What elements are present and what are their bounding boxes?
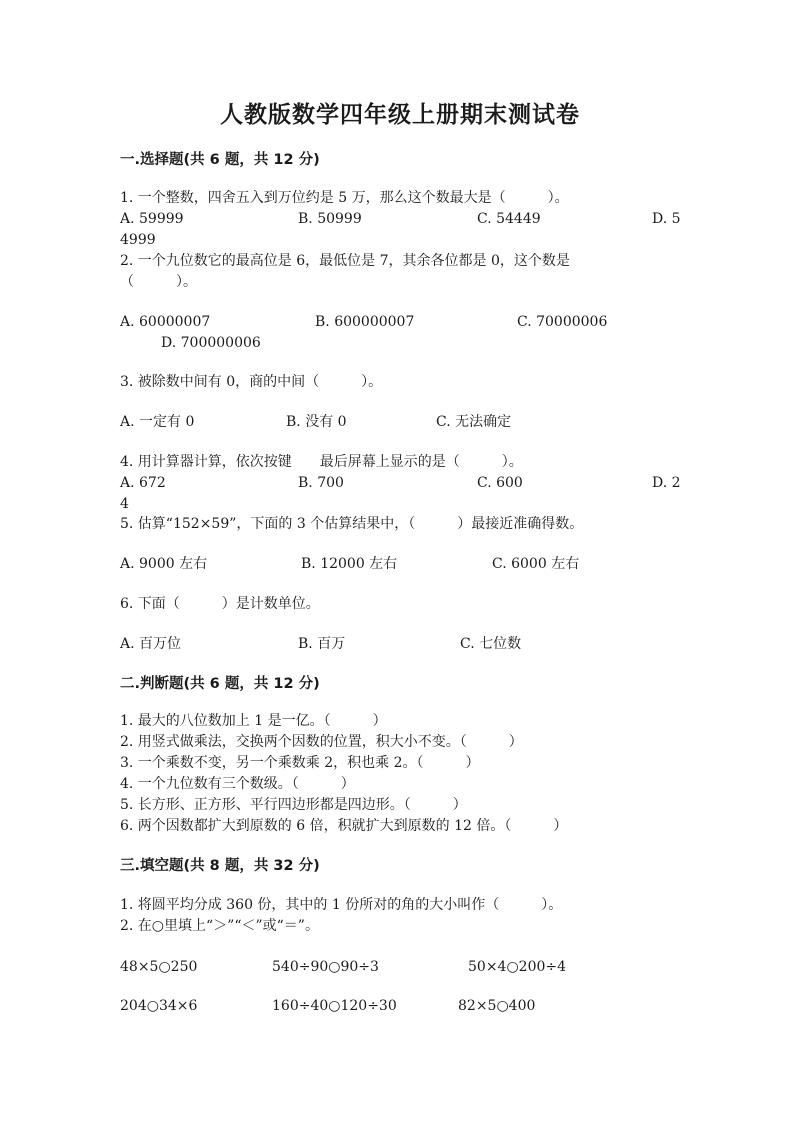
- option-b: B. 12000 左右: [301, 556, 398, 572]
- list-item: 6. 两个因数都扩大到原数的 6 倍，积就扩大到原数的 12 倍。（ ）: [120, 818, 568, 834]
- question-text: 3. 被除数中间有 0，商的中间（ ）。: [120, 374, 383, 390]
- question-text: 5. 估算“152×59”，下面的 3 个估算结果中，（ ）最接近准确得数。: [120, 516, 584, 532]
- section-heading-fill: 三.填空题(共 8 题，共 32 分): [120, 858, 320, 874]
- list-item: 2. 用竖式做乘法，交换两个因数的位置，积大小不变。（ ）: [120, 734, 523, 750]
- question-text-wrap: （ ）。: [120, 274, 197, 290]
- list-item: 4. 一个九位数有三个数级。（ ）: [120, 776, 355, 792]
- option-d: D. 2: [652, 475, 681, 491]
- section-heading-choice: 一.选择题(共 6 题，共 12 分): [120, 152, 320, 168]
- option-c: C. 无法确定: [436, 414, 512, 430]
- compare-expression: 82×5○400: [458, 998, 536, 1014]
- option-a: A. 一定有 0: [120, 414, 195, 430]
- option-b: B. 600000007: [315, 314, 415, 330]
- question-text: 6. 下面（ ）是计数单位。: [120, 596, 320, 612]
- compare-expression: 204○34×6: [120, 998, 198, 1014]
- compare-expression: 160÷40○120÷30: [272, 998, 397, 1014]
- option-b: B. 没有 0: [286, 414, 347, 430]
- option-a: A. 60000007: [120, 314, 211, 330]
- option-b: B. 700: [298, 475, 344, 491]
- question-text: 2. 在○里填上“＞”“＜”或“＝”。: [120, 918, 319, 934]
- question-text: 1. 将圆平均分成 360 份，其中的 1 份所对的角的大小叫作（ ）。: [120, 897, 563, 913]
- section-heading-judge: 二.判断题(共 6 题，共 12 分): [120, 676, 320, 692]
- question-text: 2. 一个九位数它的最高位是 6，最低位是 7，其余各位都是 0，这个数是: [120, 253, 570, 269]
- page-title: 人教版数学四年级上册期末测试卷: [220, 101, 580, 128]
- option-d-wrap: 4: [120, 496, 129, 512]
- option-b: B. 百万: [298, 636, 346, 652]
- compare-expression: 48×5○250: [120, 959, 198, 975]
- option-d: D. 700000006: [161, 335, 261, 351]
- option-b: B. 50999: [298, 211, 362, 227]
- option-d-wrap: 4999: [120, 232, 156, 248]
- option-c: C. 6000 左右: [492, 556, 580, 572]
- option-d: D. 5: [652, 211, 681, 227]
- list-item: 3. 一个乘数不变，另一个乘数乘 2，积也乘 2。（ ）: [120, 755, 480, 771]
- compare-expression: 540÷90○90÷3: [272, 959, 379, 975]
- list-item: 5. 长方形、正方形、平行四边形都是四边形。（ ）: [120, 797, 467, 813]
- option-a: A. 百万位: [120, 636, 182, 652]
- compare-expression: 50×4○200÷4: [468, 959, 567, 975]
- option-a: A. 9000 左右: [120, 556, 208, 572]
- option-a: A. 59999: [120, 211, 184, 227]
- option-c: C. 54449: [477, 211, 541, 227]
- question-text: 4. 用计算器计算，依次按键 最后屏幕上显示的是（ ）。: [120, 454, 523, 470]
- list-item: 1. 最大的八位数加上 1 是一亿。（ ）: [120, 713, 387, 729]
- option-c: C. 70000006: [517, 314, 608, 330]
- question-text: 1. 一个整数，四舍五入到万位约是 5 万，那么这个数最大是（ ）。: [120, 190, 569, 206]
- option-a: A. 672: [120, 475, 166, 491]
- option-c: C. 600: [477, 475, 523, 491]
- option-c: C. 七位数: [460, 636, 522, 652]
